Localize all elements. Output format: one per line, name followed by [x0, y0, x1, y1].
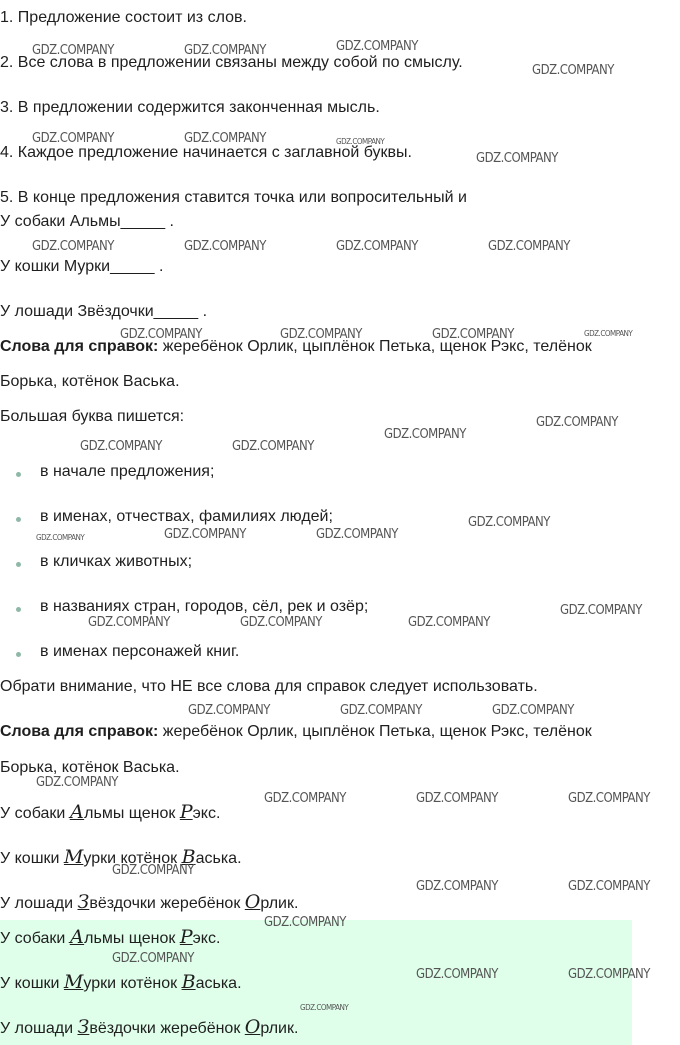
reference-line-1-repeat	[0, 722, 592, 742]
watermark-text: GDZ.COMPANY	[416, 791, 498, 806]
answer-sentence-2: У кошки Мурки котёнок Васька.	[0, 846, 242, 868]
watermark-text: GDZ.COMPANY	[36, 533, 85, 542]
watermark-text: GDZ.COMPANY	[492, 703, 574, 718]
watermark-text: GDZ.COMPANY	[536, 415, 618, 430]
reference-line-2-repeat: Борька, котёнок Васька.	[0, 759, 180, 776]
watermark-text: GDZ.COMPANY	[264, 915, 346, 930]
capital-item-1: в начале предложения;	[40, 463, 215, 480]
watermark-text: GDZ.COMPANY	[184, 43, 266, 58]
answer-sentence-1-highlighted: У собаки Альмы щенок Рэкс.	[0, 926, 221, 948]
watermark-text: GDZ.COMPANY	[408, 615, 490, 630]
reference-words: жеребёнок Орлик, цыплёнок Петька, щенок Рэкс, телёнок	[158, 723, 592, 740]
reference-label: Слова для справок:	[0, 723, 159, 740]
note: Обрати внимание, что НЕ все слова для справок следует использовать.	[0, 678, 538, 695]
watermark-text: GDZ.COMPANY	[340, 703, 422, 718]
reference-label: Слова для справок:	[0, 338, 159, 355]
capital-letter: З	[77, 1016, 90, 1038]
watermark-text: GDZ.COMPANY	[416, 879, 498, 894]
reference-words: жеребёнок Орлик, цыплёнок Петька, щенок Рэкс, телёнок	[158, 338, 592, 355]
task-line-2: У кошки Мурки_____ .	[0, 258, 164, 275]
capital-letter: А	[69, 926, 85, 948]
capital-letter: А	[69, 801, 85, 823]
watermark-text: GDZ.COMPANY	[316, 527, 398, 542]
capital-heading: Большая буква пишется:	[0, 408, 185, 425]
reference-line-2: Борька, котёнок Васька.	[0, 373, 180, 390]
watermark-text: GDZ.COMPANY	[568, 791, 650, 806]
answer-sentence-3-highlighted: У лошади Звёздочки жеребёнок Орлик.	[0, 1016, 299, 1038]
watermark-text: GDZ.COMPANY	[280, 327, 362, 342]
answer-sentence-3: У лошади Звёздочки жеребёнок Орлик.	[0, 891, 299, 913]
capital-letter: Р	[179, 926, 193, 948]
task-line-1: У собаки Альмы_____ .	[0, 213, 174, 230]
watermark-text: GDZ.COMPANY	[32, 43, 114, 58]
capital-item-5: в именах персонажей книг.	[40, 643, 240, 660]
answer-sentence-2-highlighted: У кошки Мурки котёнок Васька.	[0, 971, 242, 993]
watermark-text: GDZ.COMPANY	[336, 137, 385, 146]
watermark-text: GDZ.COMPANY	[568, 967, 650, 982]
watermark-text: GDZ.COMPANY	[264, 791, 346, 806]
capital-item-2: в именах, отчествах, фамилиях людей;	[40, 508, 333, 525]
capital-letter: Р	[179, 801, 193, 823]
bullet-dot	[16, 472, 21, 477]
bullet-dot	[16, 652, 21, 657]
rule-3: 3. В предложении содержится законченная мысль.	[0, 99, 380, 116]
watermark-text: GDZ.COMPANY	[416, 967, 498, 982]
watermark-text: GDZ.COMPANY	[88, 615, 170, 630]
capital-item-3: в кличках животных;	[40, 553, 193, 570]
watermark-text: GDZ.COMPANY	[468, 515, 550, 530]
watermark-text: GDZ.COMPANY	[336, 239, 418, 254]
watermark-text: GDZ.COMPANY	[560, 603, 642, 618]
bullet-dot	[16, 517, 21, 522]
watermark-text: GDZ.COMPANY	[188, 703, 270, 718]
bullet-dot	[16, 562, 21, 567]
watermark-text: GDZ.COMPANY	[32, 131, 114, 146]
watermark-text: GDZ.COMPANY	[432, 327, 514, 342]
capital-letter: З	[77, 891, 90, 913]
watermark-text: GDZ.COMPANY	[584, 329, 633, 338]
watermark-text: GDZ.COMPANY	[240, 615, 322, 630]
watermark-text: GDZ.COMPANY	[532, 63, 614, 78]
watermark-text: GDZ.COMPANY	[184, 131, 266, 146]
watermark-text: GDZ.COMPANY	[232, 439, 314, 454]
watermark-text: GDZ.COMPANY	[164, 527, 246, 542]
capital-item-4: в названиях стран, городов, сёл, рек и озёр;	[40, 598, 369, 615]
answer-sentence-1: У собаки Альмы щенок Рэкс.	[0, 801, 221, 823]
capital-letter: В	[181, 846, 196, 868]
rule-1: 1. Предложение состоит из слов.	[0, 9, 247, 26]
capital-letter: М	[63, 846, 84, 868]
watermark-text: GDZ.COMPANY	[384, 427, 466, 442]
watermark-text: GDZ.COMPANY	[112, 951, 194, 966]
watermark-text: GDZ.COMPANY	[184, 239, 266, 254]
bullet-dot	[16, 607, 21, 612]
rule-4: 4. Каждое предложение начинается с заглавной буквы.	[0, 144, 412, 161]
rule-5: 5. В конце предложения ставится точка или вопросительный и	[0, 189, 467, 206]
watermark-text: GDZ.COMPANY	[112, 863, 194, 878]
task-line-3: У лошади Звёздочки_____ .	[0, 303, 208, 320]
capital-letter: В	[181, 971, 196, 993]
watermark-text: GDZ.COMPANY	[120, 327, 202, 342]
watermark-text: GDZ.COMPANY	[476, 151, 558, 166]
watermark-text: GDZ.COMPANY	[336, 39, 418, 54]
watermark-text: GDZ.COMPANY	[36, 775, 118, 790]
capital-letter: М	[63, 971, 84, 993]
watermark-text: GDZ.COMPANY	[80, 439, 162, 454]
watermark-text: GDZ.COMPANY	[488, 239, 570, 254]
watermark-text: GDZ.COMPANY	[32, 239, 114, 254]
capital-letter: О	[244, 891, 261, 913]
rule-2: 2. Все слова в предложении связаны между собой по смыслу.	[0, 54, 463, 71]
watermark-text: GDZ.COMPANY	[568, 879, 650, 894]
capital-letter: О	[244, 1016, 261, 1038]
watermark-text: GDZ.COMPANY	[300, 1003, 349, 1012]
